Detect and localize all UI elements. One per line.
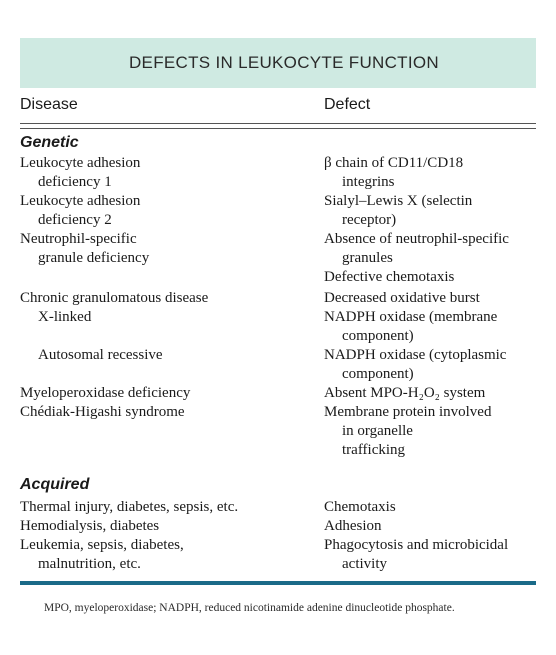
- defect-cell: [324, 346, 538, 384]
- disease-line: Neutrophil-specific: [20, 231, 137, 247]
- disease-line: Thermal injury, diabetes, sepsis, etc.: [20, 499, 239, 515]
- section-heading-genetic: Genetic: [20, 134, 79, 151]
- defect-line: Decreased oxidative burst: [324, 290, 480, 306]
- table-footnote: MPO, myeloperoxidase; NADPH, reduced nicotinamide adenine dinucleotide phosphate.: [44, 602, 455, 614]
- disease-cell: [20, 154, 320, 192]
- disease-line: malnutrition, etc.: [38, 556, 141, 572]
- disease-cell: [20, 192, 320, 230]
- disease-line: Chédiak-Higashi syndrome: [20, 404, 185, 420]
- disease-line: Leukocyte adhesion: [20, 193, 141, 209]
- section-heading-acquired: Acquired: [20, 476, 90, 493]
- defect-line: Chemotaxis: [324, 499, 396, 515]
- defect-cell: [324, 230, 538, 268]
- disease-line: Autosomal recessive: [38, 347, 163, 363]
- disease-line: deficiency 1: [38, 174, 112, 190]
- disease-cell: [20, 498, 320, 517]
- disease-cell: [20, 308, 320, 327]
- defect-line: in organelle: [342, 423, 413, 439]
- defect-cell: [324, 498, 538, 517]
- disease-cell: [20, 403, 320, 422]
- defect-line: activity: [342, 556, 387, 572]
- disease-line: Chronic granulomatous disease: [20, 290, 209, 306]
- disease-cell: [20, 346, 320, 365]
- disease-cell: [20, 384, 320, 403]
- header-rule-top: [20, 123, 536, 124]
- defect-line: Absence of neutrophil-specific: [324, 231, 509, 247]
- disease-line: Myeloperoxidase deficiency: [20, 385, 191, 401]
- disease-line: granule deficiency: [38, 250, 150, 266]
- title-band: [20, 38, 536, 88]
- defect-line: integrins: [342, 174, 395, 190]
- defect-line: component): [342, 328, 414, 344]
- defect-cell: [324, 308, 538, 346]
- disease-line: X-linked: [38, 309, 92, 325]
- defect-line: NADPH oxidase (membrane: [324, 309, 498, 325]
- defect-cell: [324, 403, 538, 460]
- defect-line: receptor): [342, 212, 397, 228]
- defect-line: Phagocytosis and microbicidal: [324, 537, 509, 553]
- disease-line: deficiency 2: [38, 212, 112, 228]
- defect-line: component): [342, 366, 414, 382]
- disease-line: Hemodialysis, diabetes: [20, 518, 160, 534]
- defect-line: Absent MPO-H₂O₂ system: [324, 385, 486, 401]
- disease-cell: [20, 230, 320, 268]
- defect-line: granules: [342, 250, 393, 266]
- defect-line: trafficking: [342, 442, 406, 458]
- table-bottom-rule: [20, 581, 536, 585]
- table-title: DEFECTS IN LEUKOCYTE FUNCTION: [128, 53, 439, 72]
- defect-cell: [324, 154, 538, 192]
- defect-line: Membrane protein involved: [324, 404, 492, 420]
- column-headers: [20, 96, 536, 120]
- defect-cell: [324, 384, 538, 403]
- header-rule-bottom: [20, 128, 536, 129]
- defect-cell: [324, 536, 538, 574]
- disease-line: Leukemia, sepsis, diabetes,: [20, 537, 184, 553]
- defect-cell: [324, 517, 538, 536]
- defect-cell: [324, 192, 538, 230]
- disease-cell: [20, 517, 320, 536]
- column-header-defect: Defect: [324, 96, 371, 113]
- defect-line: Sialyl–Lewis X (selectin: [324, 193, 473, 209]
- disease-line: Leukocyte adhesion: [20, 155, 141, 171]
- defect-cell: [324, 268, 538, 287]
- disease-cell: [20, 289, 320, 308]
- disease-cell: [20, 536, 320, 574]
- defect-line: β chain of CD11/CD18: [324, 155, 464, 171]
- defect-line: NADPH oxidase (cytoplasmic: [324, 347, 507, 363]
- column-header-disease: Disease: [20, 96, 78, 113]
- defect-line: Defective chemotaxis: [324, 269, 455, 285]
- defect-cell: [324, 289, 538, 308]
- defect-line: Adhesion: [324, 518, 382, 534]
